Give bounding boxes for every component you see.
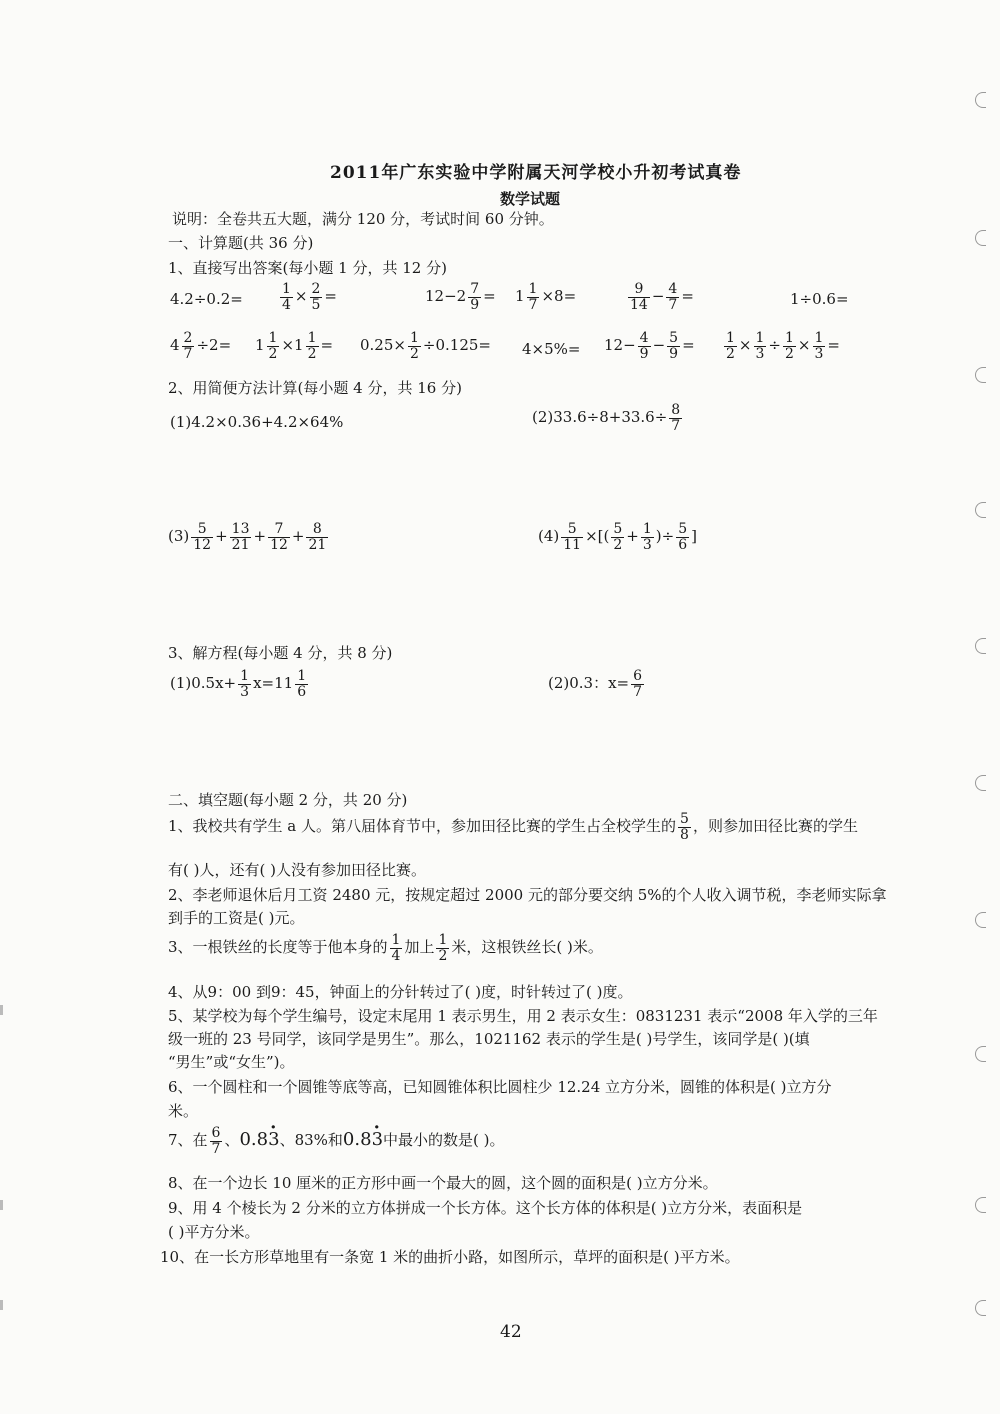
q1-item-12: $\frac{1}{2}$ × $\frac{1}{3}$ ÷ $\frac{1}{2}$ × $\frac{1}{3}$ = (726, 330, 840, 362)
binder-ring (975, 367, 986, 383)
fill-q5-line3: “男生”或“女生”)。 (168, 1053, 295, 1071)
q1-item-1: 4.2÷0.2= (170, 290, 243, 308)
fill-q10: 10、在一长方形草地里有一条宽 1 米的曲折小路，如图所示，草坪的面积是( )平方米。 (160, 1248, 740, 1266)
q1-item-7: 4 $\frac{2}{7}$ ÷2= (170, 330, 232, 362)
page-subtitle: 数学试题 (500, 190, 561, 208)
fill-q9-line2: ( )平方分米。 (168, 1223, 260, 1241)
q3-equation-2: (2)0.3：x= $\frac{6}{7}$ (548, 668, 643, 700)
binder-ring (975, 92, 986, 108)
q2-problem-2: (2)33.6÷8+33.6÷ $\frac{8}{7}$ (532, 402, 681, 434)
fill-q5-line2: 级一班的 23 号同学，该同学是男生”。那么，1021162 表示的学生是( )号学生，该同学是( )(填 (168, 1030, 810, 1048)
binder-ring (975, 1046, 986, 1062)
scan-mark (0, 1200, 3, 1210)
scan-mark (0, 1005, 3, 1015)
exam-note: 说明：全卷共五大题，满分 120 分，考试时间 60 分钟。 (172, 210, 554, 228)
fill-q4: 4、从9：00 到9：45，钟面上的分针转过了( )度，时针转过了( )度。 (168, 983, 633, 1001)
scan-mark (0, 1300, 3, 1310)
q2-problem-3: (3) $\frac{5}{12}$ + $\frac{13}{21}$ + $\frac{7}{12}$ + $\frac{8}{21}$ (168, 521, 327, 553)
q1-item-5: $\frac{9}{14}$ − $\frac{4}{7}$ = (630, 281, 694, 313)
fill-q6-line1: 6、一个圆柱和一个圆锥等底等高，已知圆锥体积比圆柱少 12.24 立方分米，圆锥的体积是( )立方分 (168, 1078, 832, 1096)
fill-q2-line1: 2、李老师退休后月工资 2480 元，按规定超过 2000 元的部分要交纳 5%的个人收入调节税，李老师实际拿 (168, 886, 887, 904)
binder-ring (975, 1197, 986, 1213)
q3-equation-1: (1)0.5x+ $\frac{1}{3}$ x=11 $\frac{1}{6}$ (170, 668, 307, 700)
fill-q9-line1: 9、用 4 个棱长为 2 分米的立方体拼成一个长方体。这个长方体的体积是( )立方分米，表面积是 (168, 1199, 803, 1217)
q1-item-10: 4×5%= (522, 340, 581, 358)
fill-q6-line2: 米。 (168, 1102, 199, 1120)
fill-q5-line1: 5、某学校为每个学生编号，设定末尾用 1 表示男生，用 2 表示女生：0831231 表示“2008 年入学的三年 (168, 1007, 878, 1025)
q1-item-6: 1÷0.6= (790, 290, 849, 308)
binder-ring (975, 638, 986, 654)
fill-q2-line2: 到手的工资是( )元。 (168, 909, 305, 927)
binder-ring (975, 775, 986, 791)
q2-problem-1: (1)4.2×0.36+4.2×64% (170, 413, 344, 431)
section2-heading: 二、填空题(每小题 2 分，共 20 分) (168, 791, 408, 809)
fill-q8: 8、在一个边长 10 厘米的正方形中画一个最大的圆，这个圆的面积是( )立方分米。 (168, 1174, 718, 1192)
section1-heading: 一、计算题(共 36 分) (168, 234, 314, 252)
q1-heading: 1、直接写出答案(每小题 1 分，共 12 分) (168, 259, 447, 277)
q1-item-3: 12−2 $\frac{7}{9}$ = (425, 281, 496, 313)
fill-q1-line1: 1、我校共有学生 a 人。第八届体育节中，参加田径比赛的学生占全校学生的 $\frac{5}{8}$ ，则参加田径比赛的学生 (168, 811, 858, 843)
binder-ring (975, 230, 986, 246)
page-number: 42 (500, 1322, 522, 1342)
q1-item-4: 1 $\frac{1}{7}$ ×8= (515, 281, 577, 313)
fill-q7: 7、在 $\frac{6}{7}$ 、0.8· 3、83%和0.8· 3中最小的数是( )。 (168, 1126, 505, 1156)
q1-item-2: $\frac{1}{4}$ × $\frac{2}{5}$ = (282, 281, 337, 313)
fill-q3: 3、一根铁丝的长度等于他本身的 $\frac{1}{4}$ 加上 $\frac{1}{2}$ 米，这根铁丝长( )米。 (168, 932, 603, 964)
page-title: 2011年广东实验中学附属天河学校小升初考试真卷 (330, 163, 742, 183)
q1-item-11: 12− $\frac{4}{9}$ − $\frac{5}{9}$ = (604, 330, 695, 362)
fill-q1-line2: 有( )人，还有( )人没有参加田径比赛。 (168, 861, 426, 879)
q3-heading: 3、解方程(每小题 4 分，共 8 分) (168, 644, 393, 662)
q2-problem-4: (4) $\frac{5}{11}$ ×[( $\frac{5}{2}$ + $\frac{1}{3}$ )÷ $\frac{5}{6}$ ] (538, 521, 697, 553)
binder-ring (975, 912, 986, 928)
q1-item-9: 0.25× $\frac{1}{2}$ ÷0.125= (360, 330, 491, 362)
q1-item-8: 1 $\frac{1}{2}$ ×1 $\frac{1}{2}$ = (255, 330, 334, 362)
binder-ring (975, 502, 986, 518)
q2-heading: 2、用简便方法计算(每小题 4 分，共 16 分) (168, 379, 462, 397)
binder-ring (975, 1300, 986, 1316)
